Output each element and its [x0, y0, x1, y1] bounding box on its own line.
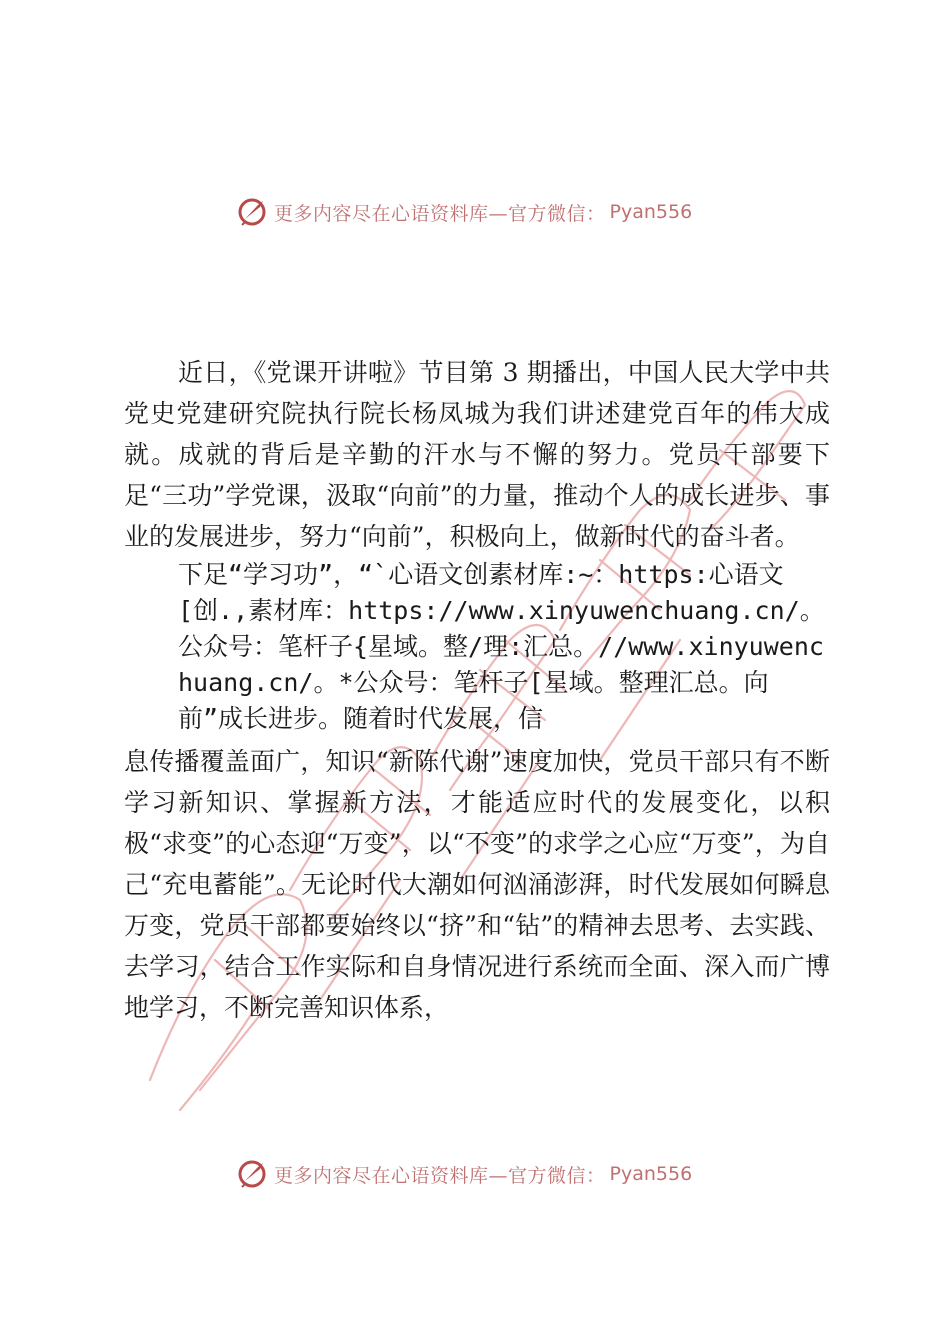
banner-text: 更多内容尽在心语资料库—官方微信：: [274, 1164, 606, 1187]
footer-banner: [236, 1156, 692, 1192]
pen-nib-logo-icon: [236, 195, 270, 229]
banner-text: 更多内容尽在心语资料库—官方微信：: [274, 202, 606, 225]
header-banner: [236, 194, 692, 230]
quote-block: 下足“学习功”，“`心语文创素材库:~：https:心语文[创.,素材库：https://www.xinyuwenchuang.cn/。公众号：笔杆子{星域。整/理:汇总。//www.xinyuwenchuang.cn/。*公众号：笔杆子[星域。整理汇总。向前”成长进步。随着时代发展，信: [178, 560, 825, 733]
document-body: [124, 352, 830, 1028]
banner-wechat-id: Pyan556: [609, 1163, 693, 1185]
banner-wechat-id: Pyan556: [609, 201, 693, 223]
pen-nib-logo-icon: [236, 1157, 270, 1191]
paragraph-intro: 近日，《党课开讲啦》节目第 3 期播出，中国人民大学中共党史党建研究院执行院长杨凤城为我们讲述建党百年的伟大成就。成就的背后是辛勤的汗水与不懈的努力。党员干部要下足“三功”学党课，汲取“向前”的力量，推动个人的成长进步、事业的发展进步，努力“向前”，积极向上，做新时代的奋斗者。: [124, 358, 830, 551]
paragraph-continuation: 息传播覆盖面广，知识“新陈代谢”速度加快，党员干部只有不断学习新知识、掌握新方法，才能适应时代的发展变化，以积极“求变”的心态迎“万变”，以“不变”的求学之心应“万变”，为自己“充电蓄能”。无论时代大潮如何汹涌澎湃，时代发展如何瞬息万变，党员干部都要始终以“挤”和“钻”的精神去思考、去实践、去学习，结合工作实际和自身情况进行系统而全面、深入而广博地学习，不断完善知识体系，: [124, 747, 830, 1022]
